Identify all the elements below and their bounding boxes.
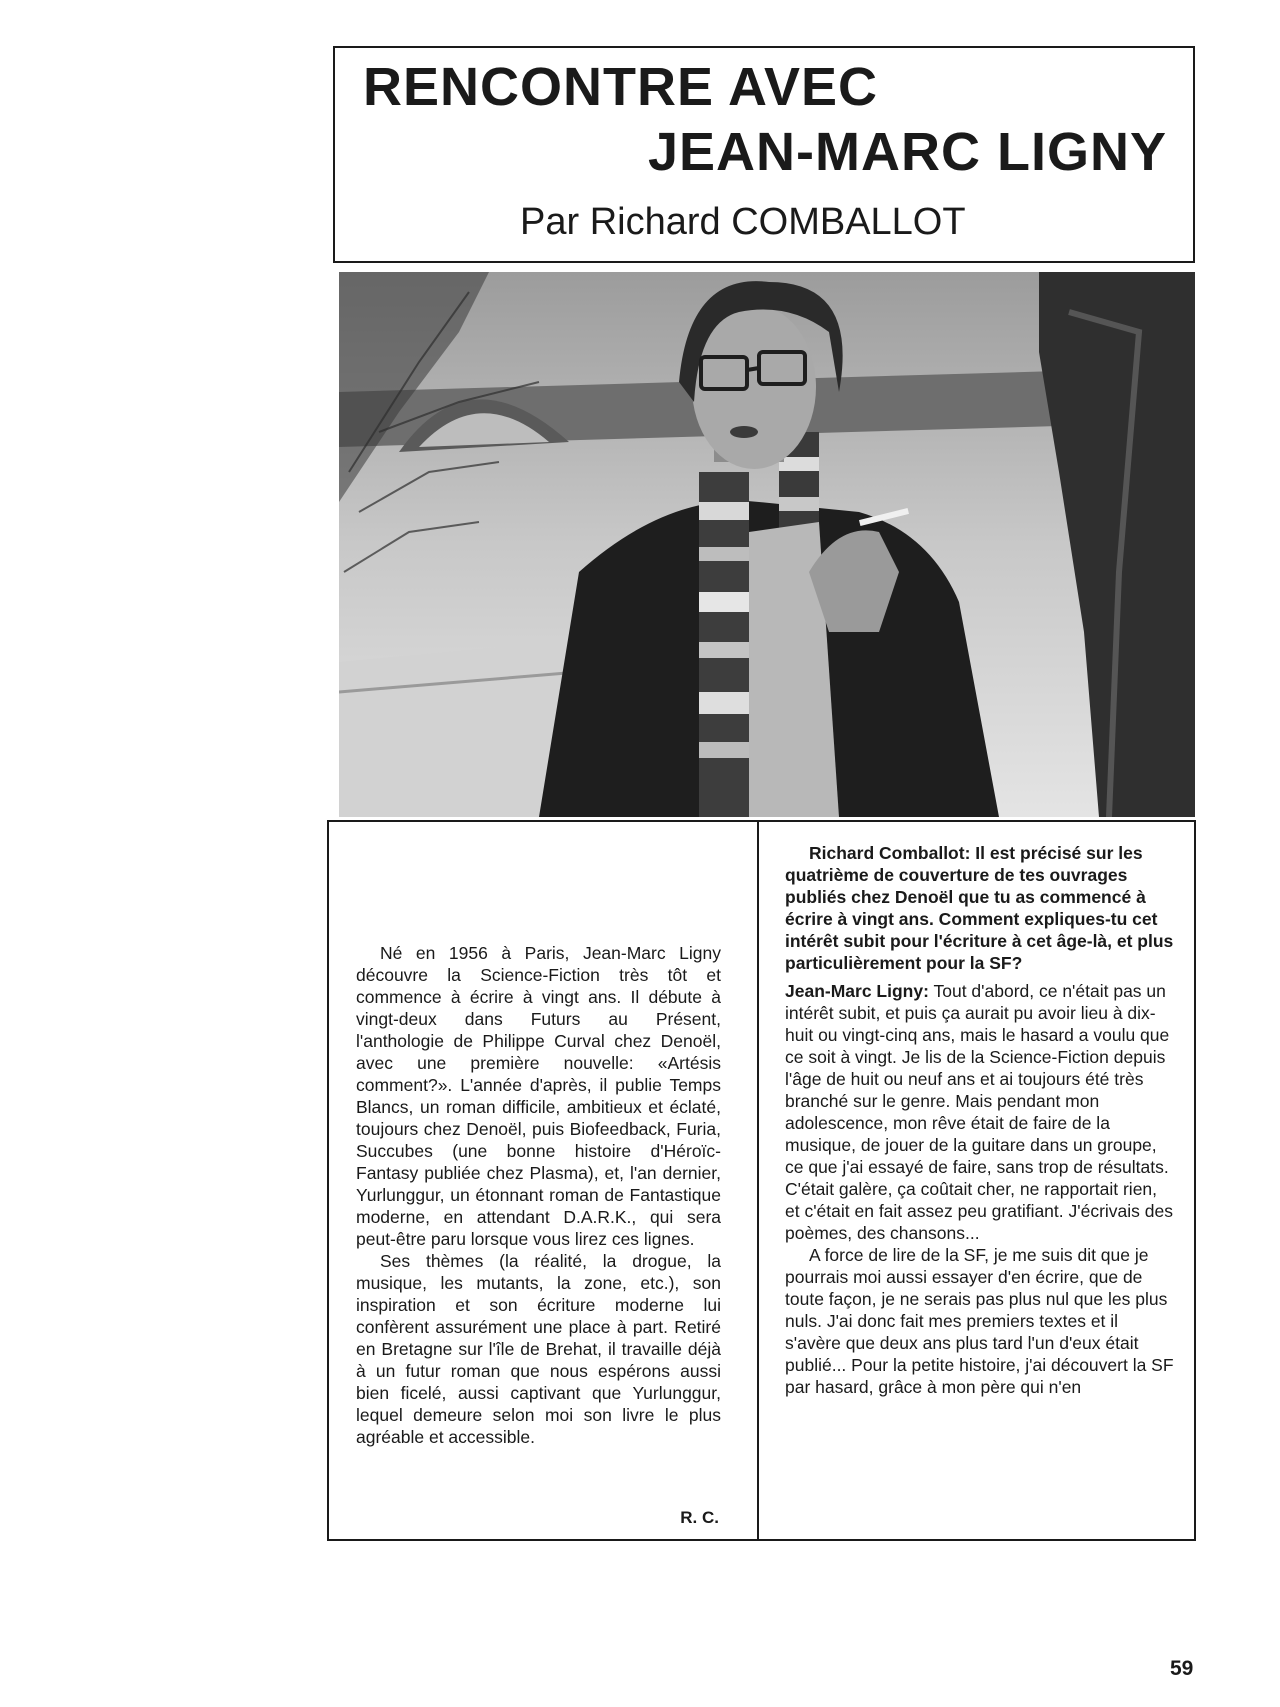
intro-paragraph-2: Ses thèmes (la réalité, la drogue, la musique, les mutants, la zone, etc.), son inspiration et son écriture moderne lui confèrent assurément une place à part. Retiré en Bretagne sur l'île de Brehat, il travaille déjà à un futur roman que nous espérons aussi bien ficelé, aussi captivant que Yurlunggur, lequel demeure selon moi son livre le plus agréable et accessible. [356, 1251, 721, 1447]
title-line-2: JEAN-MARC LIGNY [647, 122, 1167, 182]
byline: Par Richard COMBALLOT [520, 201, 966, 243]
author-initials: R. C. [680, 1508, 719, 1527]
author-photo-illustration [339, 272, 1195, 817]
answer-text-1: Tout d'abord, ce n'était pas un intérêt subit, et puis ça aurait pu avoir lieu à dix-huit ou vingt-cinq ans, mais le hasard a voulu que ce soit à vingt. Je lis de la Science-Fiction depuis l'âge de huit ou neuf ans et ai toujours été très branché sur le genre. Mais pendant mon adolescence, mon rêve était de faire de la musique, de jouer de la guitare dans un groupe, ce que j'ai essayé de faire, sans trop de résultats. C'était galère, ça coûtait cher, ne rapportait rien, et c'était en fait assez peu gratifiant. J'écrivais des poèmes, des chansons... [785, 981, 1173, 1243]
article-body-box [327, 820, 1196, 1541]
page-number: 59 [1170, 1657, 1194, 1680]
title-box [333, 46, 1195, 263]
intro-paragraph-1: Né en 1956 à Paris, Jean-Marc Ligny découvre la Science-Fiction très tôt et commence à écrire à vingt ans. Il débute à vingt-deux dans Futurs au Présent, l'anthologie de Philippe Curval chez Denoël, avec une première nouvelle: «Artésis comment?». L'année d'après, il publie Temps Blancs, un roman difficile, ambitieux et éclaté, toujours chez Denoël, puis Biofeedback, Furia, Succubes (une bonne histoire d'Héroïc-Fantasy publiée chez Plasma), et, l'an dernier, Yurlunggur, un étonnant roman de Fantastique moderne, en attendant D.A.R.K., qui sera peut-être paru lorsque vous lirez ces lignes. [356, 943, 721, 1249]
title-line-1: RENCONTRE AVEC [363, 57, 879, 117]
intro-column [356, 942, 721, 1448]
interview-answer-2: A force de lire de la SF, je me suis dit que je pourrais moi aussi essayer d'en écrire, que de toute façon, je ne serais pas plus nul que les plus nuls. J'ai donc fait mes premiers textes et il s'avère que deux ans plus tard l'un d'eux était publié... Pour la petite histoire, j'ai découvert la SF par hasard, grâce à mon père qui n'en [785, 1245, 1174, 1397]
interview-question: Richard Comballot: Il est précisé sur les quatrième de couverture de tes ouvrages publiés chez Denoël que tu as commencé à écrire à vingt ans. Comment expliques-tu cet intérêt subit pour l'écriture à cet âge-là, et plus particulièrement pour la SF? [785, 843, 1174, 973]
interview-column [785, 842, 1175, 1398]
answer-speaker: Jean-Marc Ligny: [785, 981, 929, 1001]
column-divider [757, 822, 759, 1539]
interview-answer-1 [785, 980, 1175, 1244]
author-photo [339, 272, 1195, 817]
